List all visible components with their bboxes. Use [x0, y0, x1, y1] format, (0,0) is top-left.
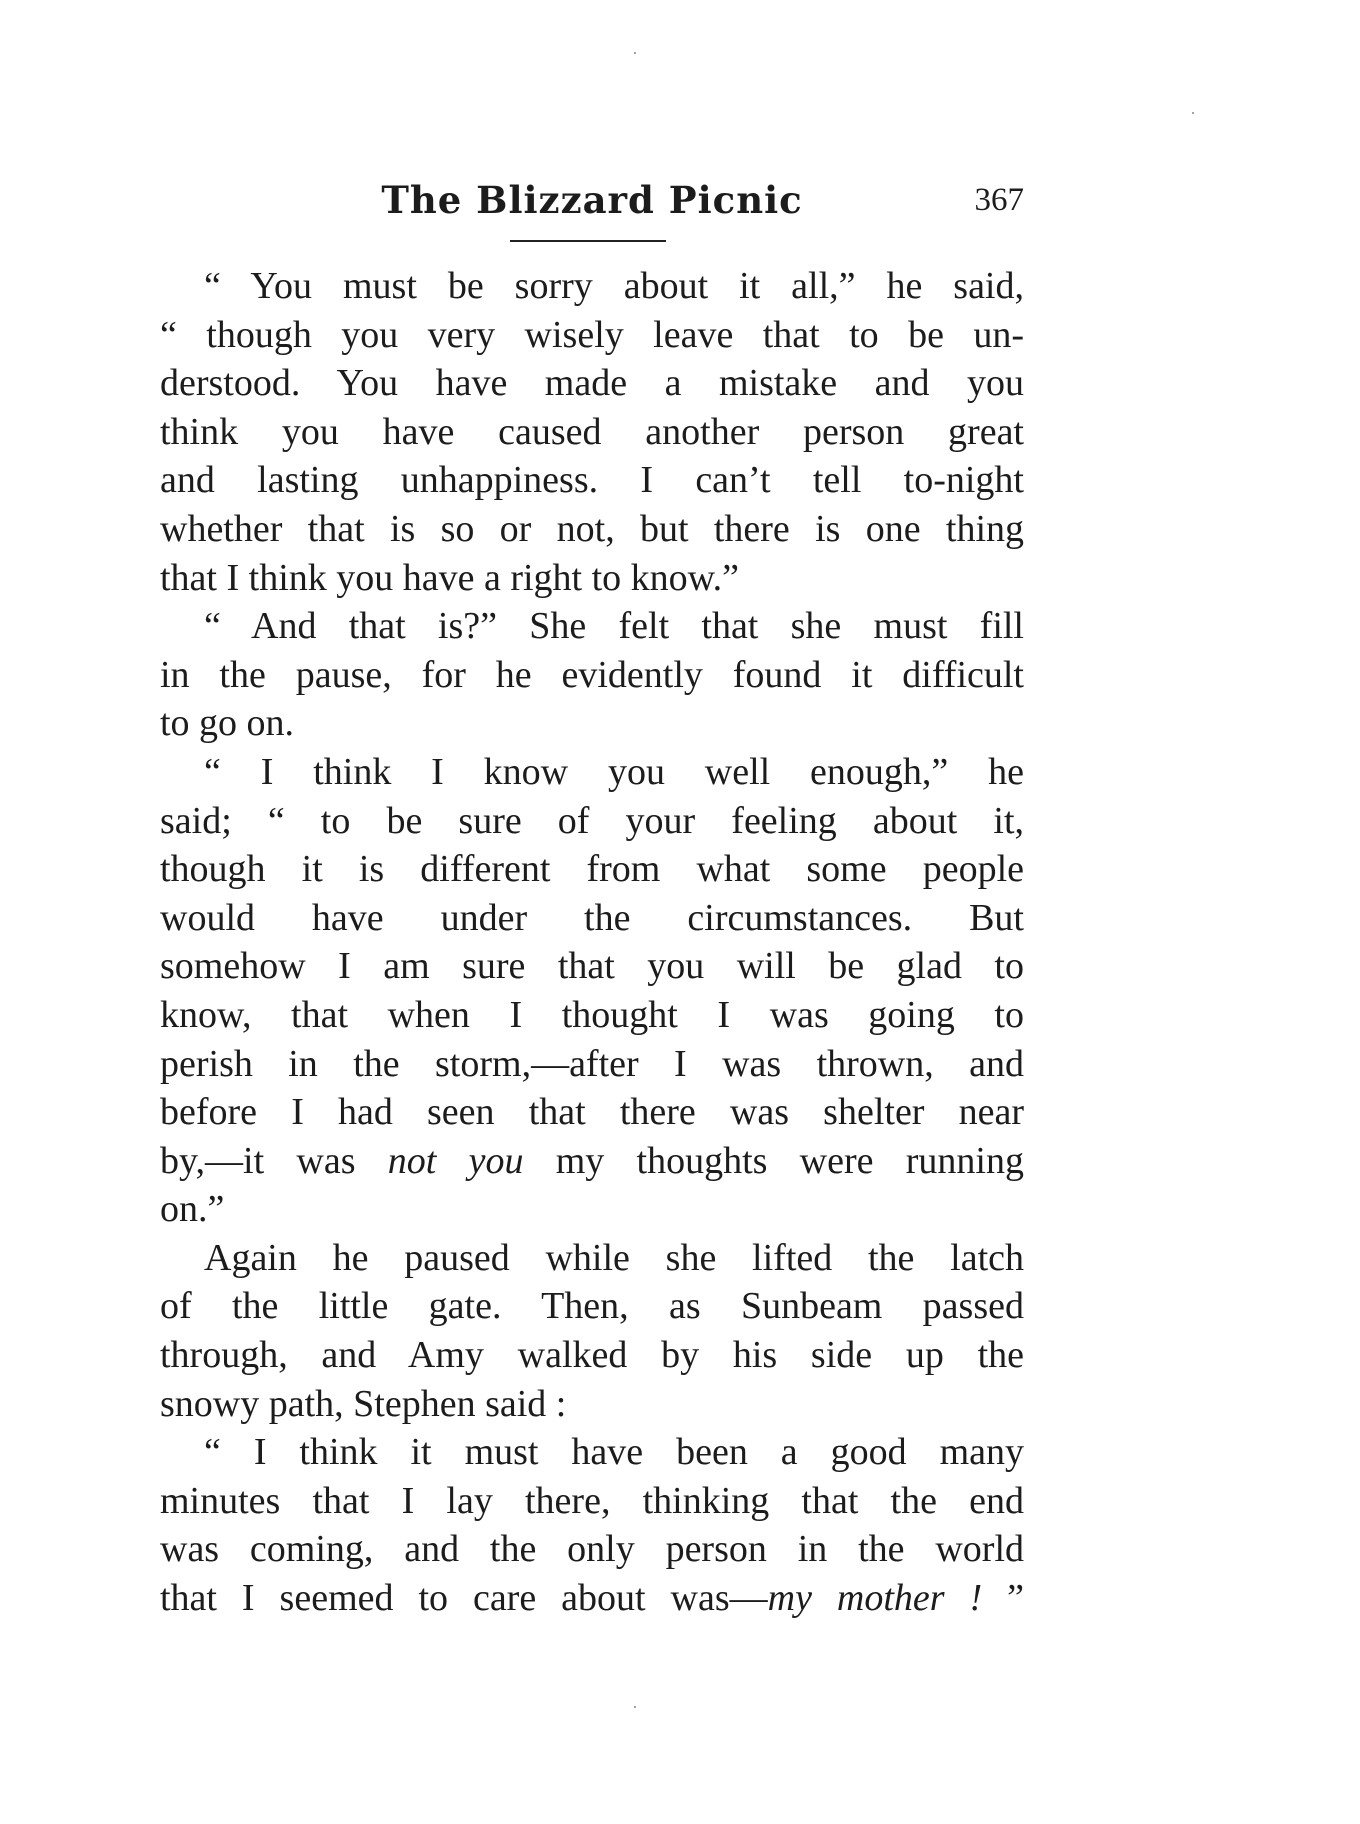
italic-text: not you — [387, 1139, 524, 1182]
text-segment: that I seemed to care about was— — [160, 1577, 768, 1620]
text-line — [160, 1137, 1024, 1186]
paper-speck — [1192, 112, 1194, 114]
text-line — [160, 1574, 1024, 1623]
text-line: “ And that is?” She felt that she must fill — [204, 605, 1024, 648]
text-line: that I think you have a right to know.” — [160, 556, 740, 599]
text-line: through, and Amy walked by his side up the — [160, 1334, 1024, 1377]
text-line: snowy path, Stephen said : — [160, 1382, 567, 1425]
paper-speck — [634, 1706, 636, 1708]
text-line: “ You must be sorry about it all,” he said, — [204, 265, 1024, 307]
text-line: “ I think I know you well enough,” he — [204, 750, 1024, 793]
text-line: perish in the storm,—after I was thrown, and — [160, 1042, 1024, 1085]
page-header — [160, 178, 1024, 238]
page-number: 367 — [974, 182, 1024, 218]
text-line: and lasting unhappiness. I can’t tell to-night — [160, 459, 1024, 502]
text-line: whether that is so or not, but there is one thing — [160, 507, 1024, 550]
text-line: derstood. You have made a mistake and you — [160, 362, 1024, 405]
text-line: would have under the circumstances. But — [160, 896, 1024, 939]
paper-speck — [634, 52, 636, 54]
text-line: know, that when I thought I was going to — [160, 993, 1024, 1036]
text-line: “ I think it must have been a good many — [204, 1431, 1024, 1474]
text-line: think you have caused another person great — [160, 410, 1024, 453]
text-segment: my thoughts were running — [523, 1139, 1024, 1182]
text-line: minutes that I lay there, thinking that the end — [160, 1479, 1024, 1522]
text-line: to go on. — [160, 702, 295, 745]
text-line: though it is different from what some people — [160, 848, 1024, 891]
text-line: in the pause, for he evidently found it difficult — [160, 653, 1024, 696]
text-segment: by,—it was — [160, 1139, 388, 1182]
body-text — [160, 262, 1024, 1623]
text-line: of the little gate. Then, as Sunbeam passed — [160, 1285, 1024, 1328]
running-title: The Blizzard Picnic — [381, 178, 803, 222]
text-line: before I had seen that there was shelter near — [160, 1091, 1024, 1134]
text-line: said; “ to be sure of your feeling about it, — [160, 799, 1024, 842]
text-line: “ though you very wisely leave that to be un- — [160, 313, 1024, 356]
text-segment: ” — [982, 1577, 1024, 1620]
text-line: was coming, and the only person in the world — [160, 1528, 1024, 1571]
italic-text: my mother ! — [767, 1577, 983, 1620]
text-line: Again he paused while she lifted the latch — [204, 1236, 1024, 1279]
text-line: somehow I am sure that you will be glad to — [160, 945, 1024, 988]
text-line: on.” — [160, 1188, 225, 1231]
header-rule — [510, 240, 666, 242]
